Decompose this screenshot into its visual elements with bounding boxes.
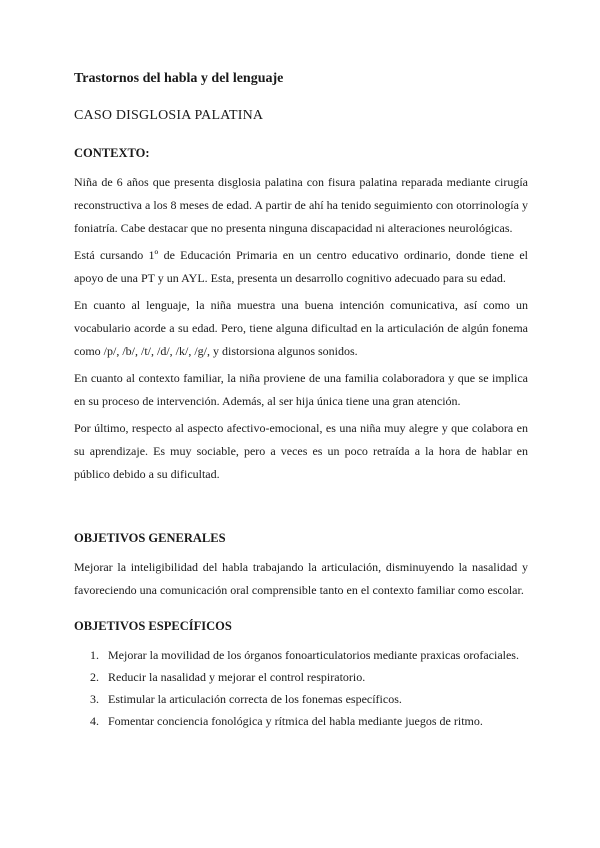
contexto-heading: CONTEXTO: (74, 146, 150, 160)
list-item-text: Fomentar conciencia fonológica y rítmica del habla mediante juegos de ritmo. (108, 714, 483, 728)
objetivos-generales-heading: OBJETIVOS GENERALES (74, 531, 226, 545)
list-item-text: Estimular la articulación correcta de los fonemas específicos. (108, 692, 402, 706)
list-item (74, 666, 528, 688)
list-item-number: 1. (90, 648, 99, 662)
list-item-number: 2. (90, 670, 99, 684)
contexto-paragraph-family: En cuanto al contexto familiar, la niña proviene de una familia colaboradora y que se implica en su proceso de intervención. Además, al ser hija única tiene una gran atención. (74, 371, 528, 408)
list-item-text: Reducir la nasalidad y mejorar el control respiratorio. (108, 670, 366, 684)
case-title: CASO DISGLOSIA PALATINA (74, 108, 264, 123)
list-item-number: 3. (90, 692, 99, 706)
document-page (74, 70, 528, 732)
list-item (74, 688, 528, 710)
objetivos-generales-text: Mejorar la inteligibilidad del habla trabajando la articulación, disminuyendo la nasalidad y favoreciendo una comunicación oral comprensible tanto en el contexto familiar como escolar. (74, 560, 528, 597)
list-item (74, 644, 528, 666)
contexto-paragraph-language: En cuanto al lenguaje, la niña muestra una buena intención comunicativa, así como un vocabulario acorde a su edad. Pero, tiene alguna dificultad en la articulación de algún fonema como /p/, /b/, /t/, /d/, /k/, /g/, y distorsiona algunos sonidos. (74, 298, 528, 358)
contexto-paragraph-emotional: Por último, respecto al aspecto afectivo-emocional, es una niña muy alegre y que colabora en su aprendizaje. Es muy sociable, pero a veces es un poco retraída a la hora de hablar en público debido a su dificultad. (74, 421, 528, 481)
list-item-text: Mejorar la movilidad de los órganos fonoarticulatorios mediante praxicas orofaciales. (108, 648, 519, 662)
contexto-paragraph-schooling: Está cursando 1º de Educación Primaria en un centro educativo ordinario, donde tiene el apoyo de una PT y un AYL. Esta, presenta un desarrollo cognitivo adecuado para su edad. (74, 248, 528, 285)
objetivos-especificos-heading: OBJETIVOS ESPECÍFICOS (74, 619, 232, 633)
list-item-number: 4. (90, 714, 99, 728)
objetivos-especificos-list (74, 644, 528, 732)
contexto-paragraph-diagnosis: Niña de 6 años que presenta disglosia palatina con fisura palatina reparada mediante cirugía reconstructiva a los 8 meses de edad. A partir de ahí ha tenido seguimiento con otorrinología y foniatría. Cabe destacar que no presenta ninguna discapacidad ni alteraciones neurológicas. (74, 175, 528, 235)
list-item (74, 710, 528, 732)
document-title: Trastornos del habla y del lenguaje (74, 71, 284, 86)
